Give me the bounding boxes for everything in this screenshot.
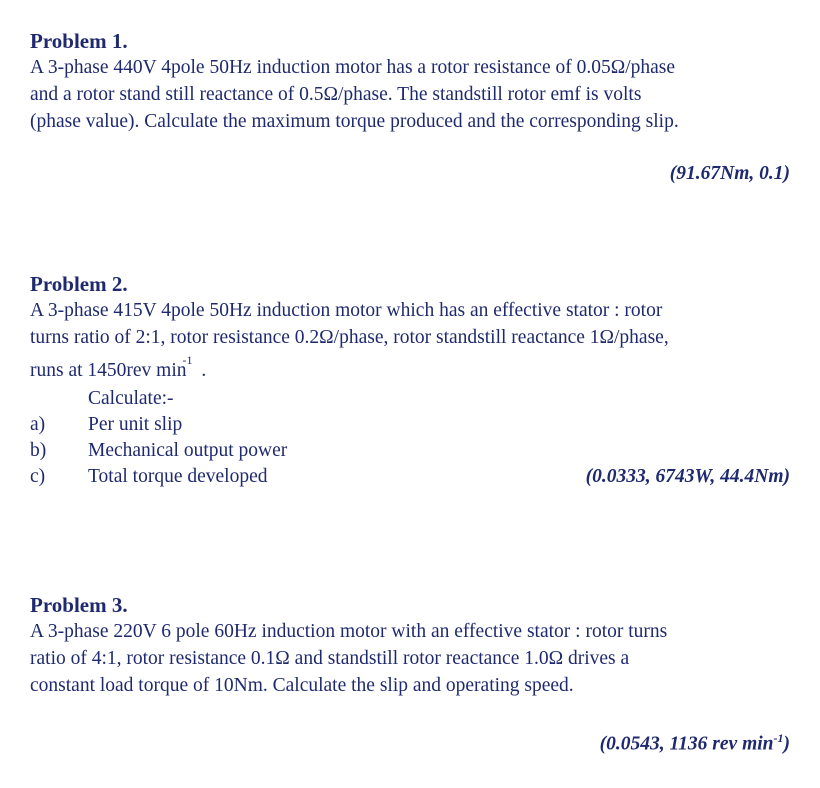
problem-1-line-2: and a rotor stand still reactance of 0.5Ω/phase. The standstill rotor emf is volts xyxy=(30,84,642,105)
problem-3-line-2: ratio of 4:1, rotor resistance 0.1Ω and standstill rotor reactance 1.0Ω drives a xyxy=(30,648,630,669)
problem-2-title: Problem 2. xyxy=(30,272,128,296)
problem-2-answer: (0.0333, 6743W, 44.4Nm) xyxy=(585,466,790,487)
problem-2-calc-intro: Calculate:- xyxy=(88,388,174,409)
problem-2 xyxy=(30,271,790,490)
problem-1-line-1: A 3-phase 440V 4pole 50Hz induction motor has a rotor resistance of 0.05Ω/phase xyxy=(30,57,676,78)
problem-1-answer: (91.67Nm, 0.1) xyxy=(669,163,790,184)
problem-1 xyxy=(30,28,790,187)
document-page xyxy=(30,28,790,758)
problem-2-exponent: -1 xyxy=(182,353,193,367)
problem-3-answer-exponent: -1 xyxy=(773,731,784,745)
problem-2-tasks xyxy=(30,386,790,490)
list-marker: a) xyxy=(30,414,46,435)
problem-3 xyxy=(30,592,790,758)
problem-3-line-1: A 3-phase 220V 6 pole 60Hz induction motor with an effective stator : rotor turns xyxy=(30,621,668,642)
problem-1-title: Problem 1. xyxy=(30,29,128,53)
problem-2-line-3-text: runs at 1450rev min xyxy=(30,360,187,381)
list-item-text: Per unit slip xyxy=(88,414,183,435)
problem-1-line-3: (phase value). Calculate the maximum torque produced and the corresponding slip. xyxy=(30,111,679,132)
list-item-text: Mechanical output power xyxy=(88,440,288,461)
problem-2-line-3-end: . xyxy=(196,360,207,381)
problem-2-line-1: A 3-phase 415V 4pole 50Hz induction motor which has an effective stator : rotor xyxy=(30,300,663,321)
list-item xyxy=(30,412,790,438)
list-marker: b) xyxy=(30,440,47,461)
problem-3-answer-text: (0.0543, 1136 rev min xyxy=(599,733,774,755)
list-item-text: Total torque developed xyxy=(88,466,268,487)
problem-3-title: Problem 3. xyxy=(30,593,128,617)
problem-3-answer xyxy=(30,725,790,758)
problem-2-line-2: turns ratio of 2:1, rotor resistance 0.2Ω/phase, rotor standstill reactance 1Ω/phase, xyxy=(30,327,669,348)
problem-3-line-3: constant load torque of 10Nm. Calculate the slip and operating speed. xyxy=(30,675,574,696)
list-item xyxy=(30,464,790,490)
list-item xyxy=(30,438,790,464)
list-marker: c) xyxy=(30,466,46,487)
problem-3-answer-end: ) xyxy=(783,733,790,755)
problem-2-line-3 xyxy=(30,353,790,386)
